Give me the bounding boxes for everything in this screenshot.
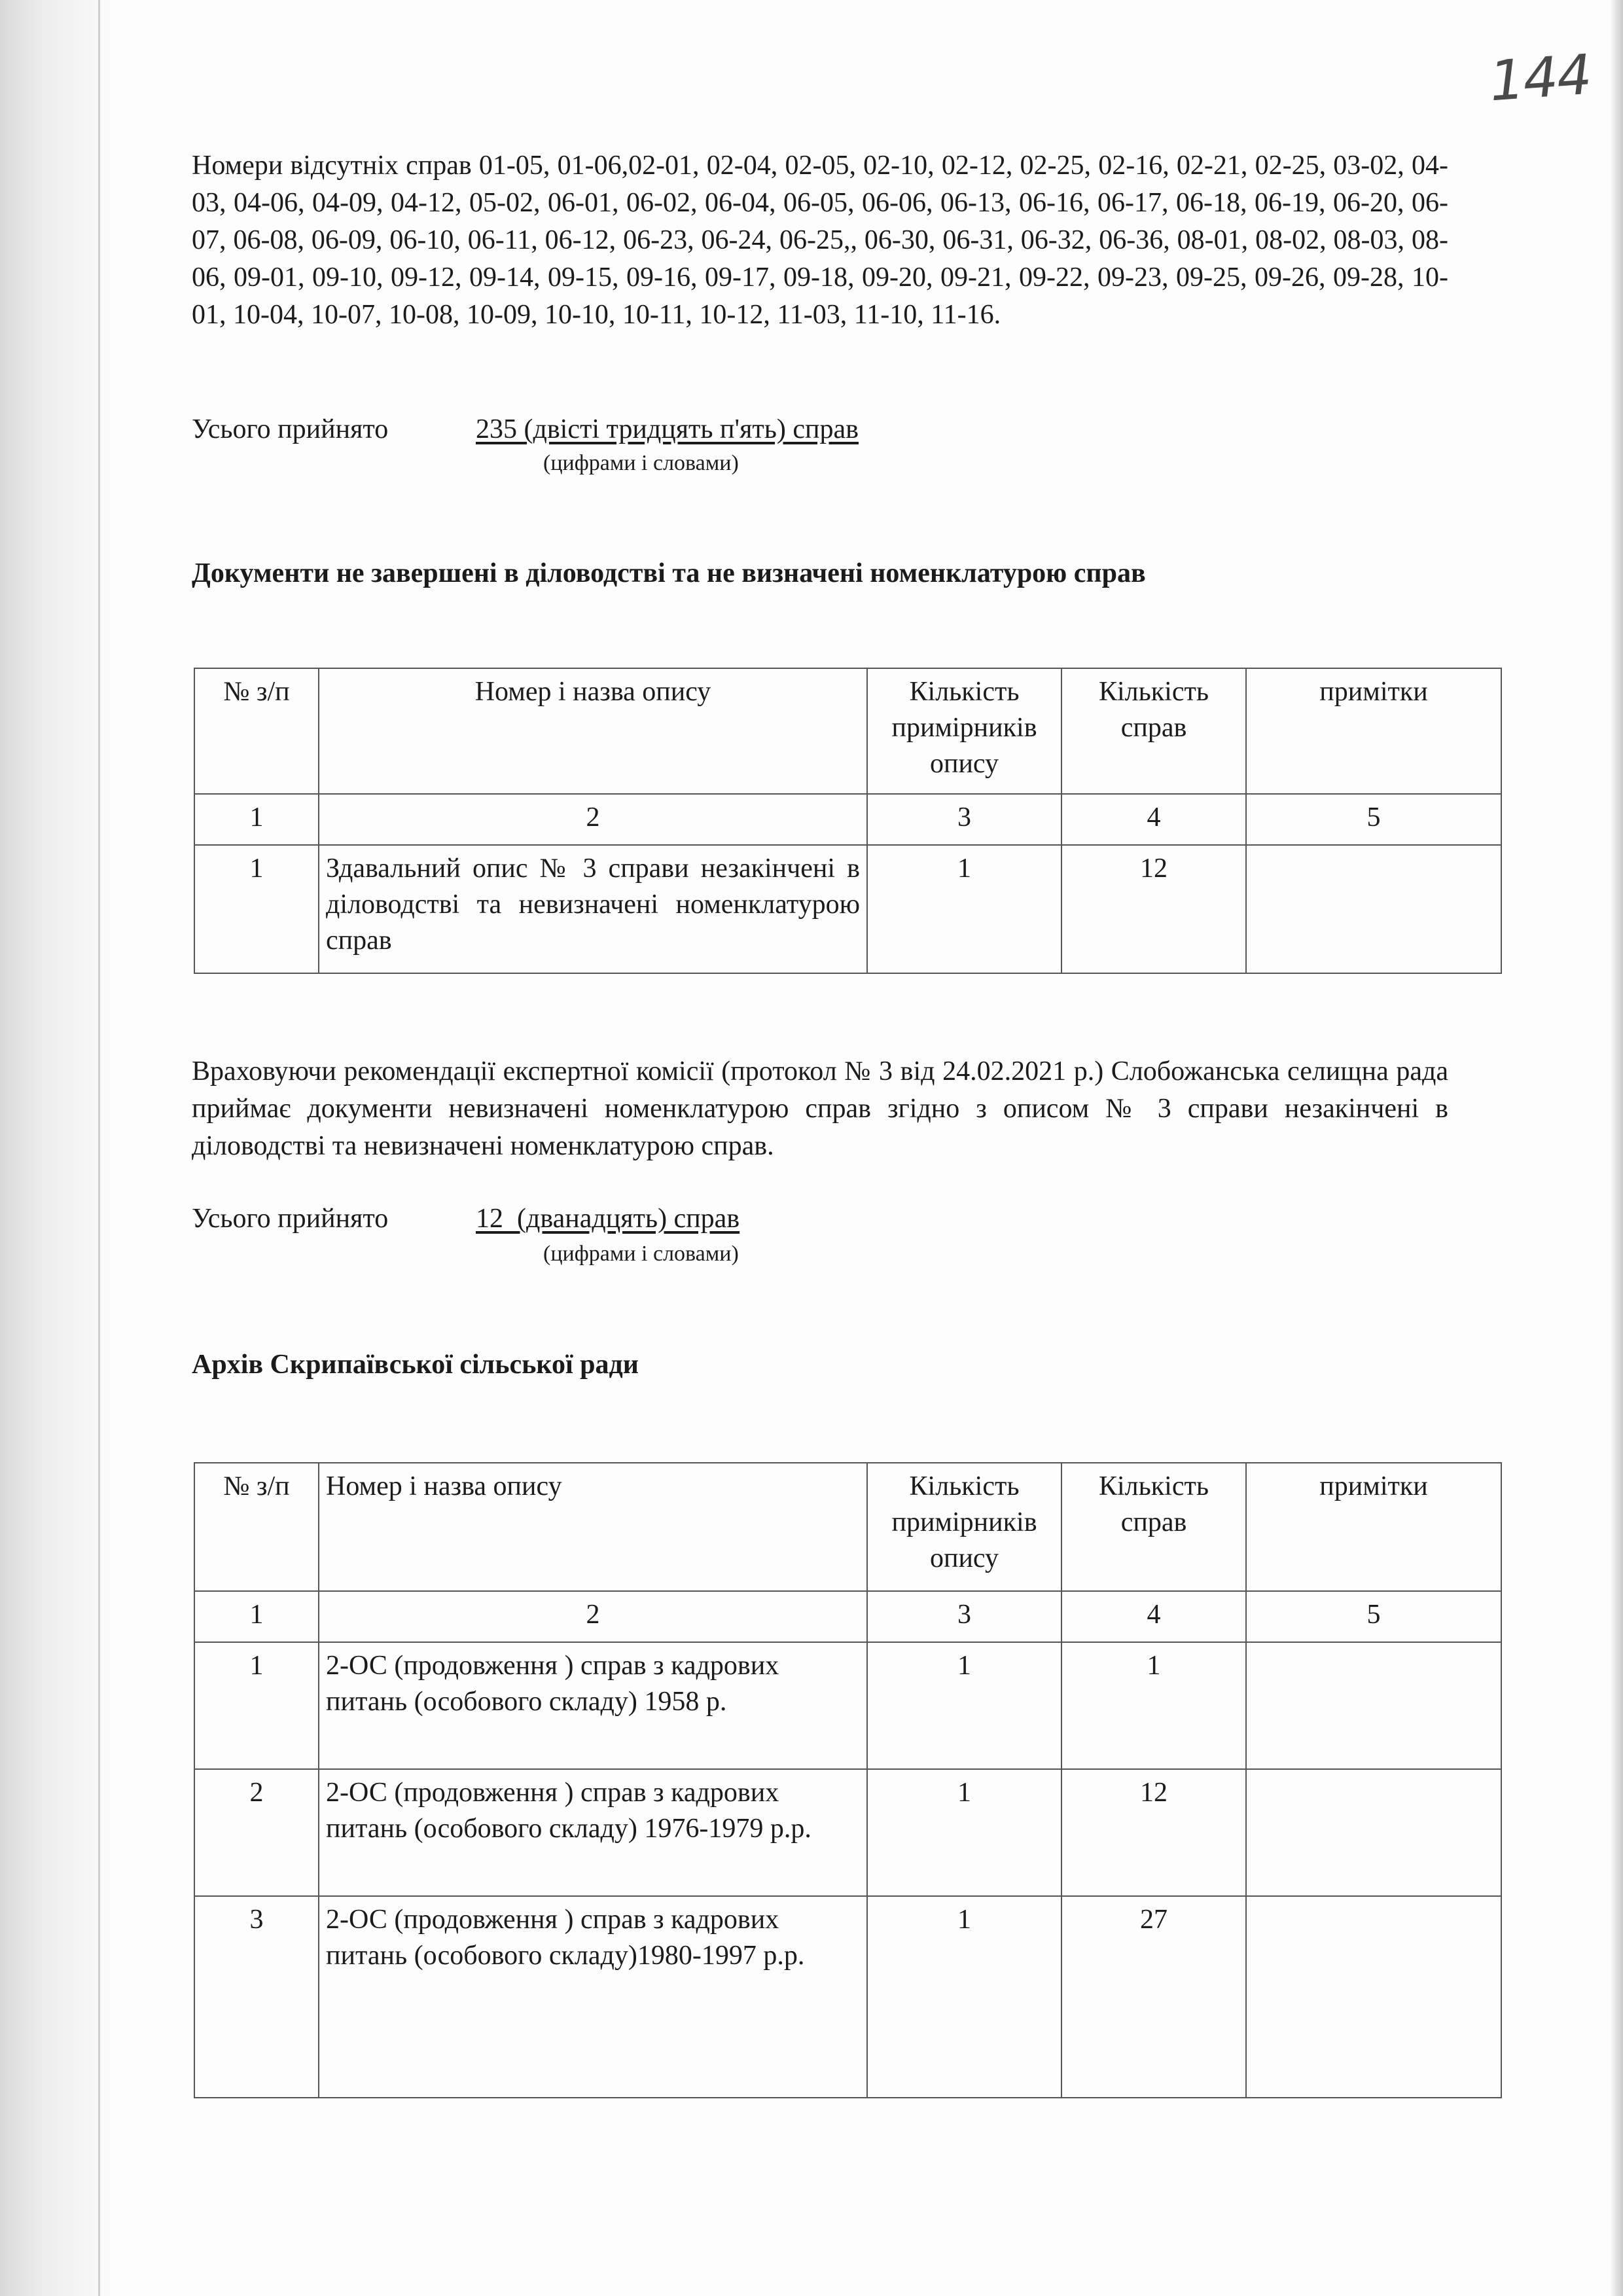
header-notes: примітки (1246, 1463, 1501, 1591)
row-notes (1246, 1642, 1501, 1769)
row-copies-count: 1 (867, 1769, 1061, 1896)
row-inventory-name: Здавальний опис № 3 справи незакінчені в діловодстві та невизначені номенклатурою справ (319, 845, 867, 973)
row-copies-count: 1 (867, 1642, 1061, 1769)
table-row (194, 1769, 1501, 1896)
table-row (194, 1642, 1501, 1769)
column-number: 5 (1246, 794, 1501, 845)
row-copies-count: 1 (867, 1896, 1061, 2098)
total-accepted-label-1: Усього прийнято (192, 414, 389, 444)
table-row (194, 1896, 1501, 2098)
missing-cases-paragraph: Номери відсутніх справ 01-05, 01-06,02-01, 02-04, 02-05, 02-10, 02-12, 02-25, 02-16, 02-21, 02-25, 03-02, 04-03, 04-06, 04-09, 04-12, 05-02, 06-01, 06-02, 06-04, 06-05, 06-06, 06-13, 06-16, 06-17, 06-18, 06-19, 06-20, 06-07, 06-08, 06-09, 06-10, 06-11, 06-12, 06-23, 06-24, 06-25,, 06-30, 06-31, 06-32, 06-36, 08-01, 08-02, 08-03, 08-06, 09-01, 09-10, 09-12, 09-14, 09-15, 09-16, 09-17, 09-18, 09-20, 09-21, 09-22, 09-23, 09-25, 09-26, 09-28, 10-01, 10-04, 10-07, 10-08, 10-09, 10-10, 10-11, 10-12, 11-03, 11-10, 11-16. (192, 151, 1448, 330)
total-accepted-value-1: 235 (двісті тридцять п'ять) справ (476, 414, 859, 444)
table-unfinished-documents (194, 668, 1502, 974)
header-number: № з/п (194, 1463, 319, 1591)
total-accepted-hint-1: (цифрами і словами) (543, 451, 739, 475)
row-number: 2 (194, 1769, 319, 1896)
resolution-paragraph: Враховуючи рекомендації експертної комісії (протокол № 3 від 24.02.2021 р.) Слобожанська селищна рада приймає документи невизначені номенклатурою справ згідно з описом № 3 справи незакінчені в діловодстві та невизначені номенклатурою справ. (192, 1056, 1448, 1161)
row-notes (1246, 845, 1501, 973)
row-inventory-name: 2-ОС (продовження ) справ з кадрових питань (особового складу) 1958 р. (319, 1642, 867, 1769)
column-number: 1 (194, 794, 319, 845)
table-header-row (194, 668, 1501, 794)
scan-left-edge (0, 0, 111, 2296)
row-inventory-name: 2-ОС (продовження ) справ з кадрових питань (особового складу) 1976-1979 р.р. (319, 1769, 867, 1896)
column-number: 2 (319, 1591, 867, 1642)
total-accepted-label-2: Усього прийнято (192, 1204, 389, 1234)
scan-binding-line (98, 0, 100, 2296)
row-number: 1 (194, 1642, 319, 1769)
row-number: 3 (194, 1896, 319, 2098)
section-heading-unfinished-documents: Документи не завершені в діловодстві та не визначені номенклатурою справ (192, 558, 1146, 588)
table-header-row (194, 1463, 1501, 1591)
column-number: 3 (867, 1591, 1061, 1642)
table-column-numbering-row (194, 1591, 1501, 1642)
section-heading-archive: Архів Скрипаївської сільської ради (192, 1350, 639, 1380)
column-number: 4 (1061, 1591, 1246, 1642)
row-cases-count: 12 (1061, 845, 1246, 973)
header-cases-count: Кількість справ (1061, 1463, 1246, 1591)
total-accepted-hint-2: (цифрами і словами) (543, 1242, 739, 1266)
header-inventory-name: Номер і назва опису (319, 1463, 867, 1591)
header-cases-count: Кількість справ (1061, 668, 1246, 794)
row-notes (1246, 1769, 1501, 1896)
total-accepted-value-2: 12 (дванадцять) справ (476, 1204, 740, 1234)
scan-right-edge (1610, 0, 1623, 2296)
row-inventory-name: 2-ОС (продовження ) справ з кадрових питань (особового складу)1980-1997 р.р. (319, 1896, 867, 2098)
row-cases-count: 12 (1061, 1769, 1246, 1896)
column-number: 2 (319, 794, 867, 845)
header-copies-count: Кількість примірників опису (867, 1463, 1061, 1591)
column-number: 3 (867, 794, 1061, 845)
table-row (194, 845, 1501, 973)
row-copies-count: 1 (867, 845, 1061, 973)
header-number: № з/п (194, 668, 319, 794)
row-cases-count: 1 (1061, 1642, 1246, 1769)
row-notes (1246, 1896, 1501, 2098)
header-inventory-name: Номер і назва опису (319, 668, 867, 794)
column-number: 1 (194, 1591, 319, 1642)
table-archive (194, 1462, 1502, 2098)
row-cases-count: 27 (1061, 1896, 1246, 2098)
handwritten-page-number: 144 (1487, 42, 1593, 114)
header-copies-count: Кількість примірників опису (867, 668, 1061, 794)
row-number: 1 (194, 845, 319, 973)
column-number: 4 (1061, 794, 1246, 845)
header-notes: примітки (1246, 668, 1501, 794)
column-number: 5 (1246, 1591, 1501, 1642)
table-column-numbering-row (194, 794, 1501, 845)
